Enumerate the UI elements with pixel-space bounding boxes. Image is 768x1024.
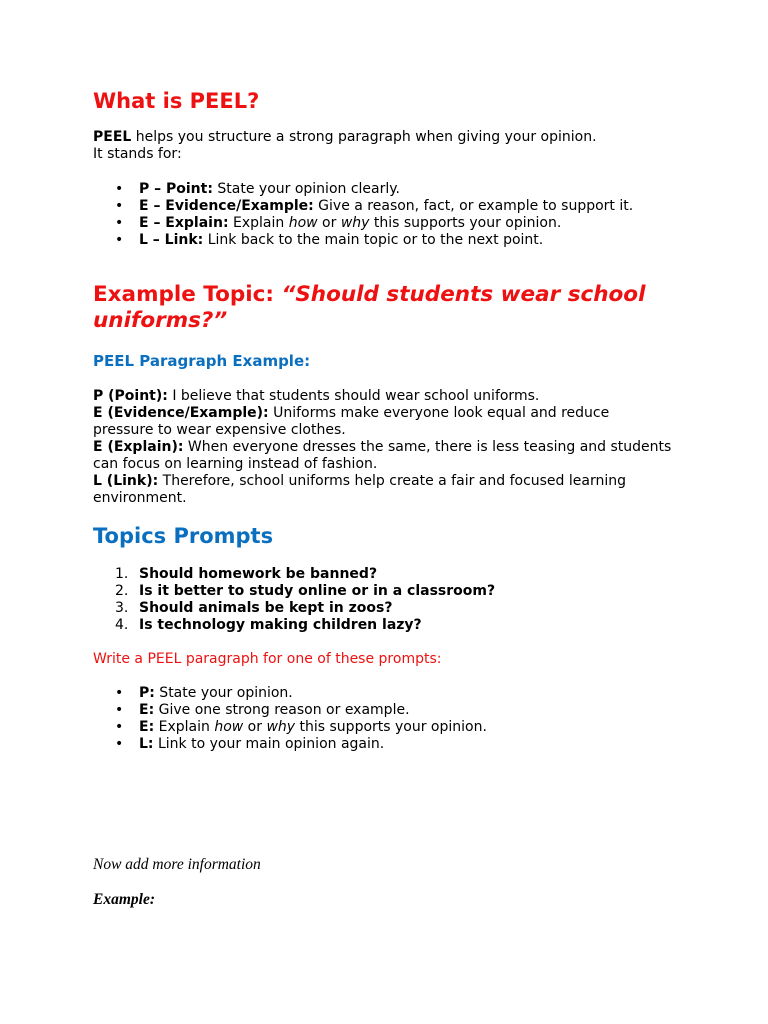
example-text: I believe that students should wear school uniforms. bbox=[167, 388, 540, 404]
item-label: P – Point: bbox=[139, 181, 213, 197]
list-item bbox=[93, 181, 679, 198]
topics-list bbox=[93, 566, 495, 634]
bullet-icon: • bbox=[115, 719, 124, 735]
list-item bbox=[93, 215, 679, 232]
example-label: P (Point): bbox=[93, 388, 168, 404]
item-label: L – Link: bbox=[139, 232, 204, 248]
intro-text: helps you structure a strong paragraph when giving your opinion. bbox=[131, 129, 597, 145]
item-text: or bbox=[317, 215, 341, 231]
peel-example-heading: PEEL Paragraph Example: bbox=[93, 352, 311, 370]
list-item bbox=[93, 685, 679, 702]
list-item bbox=[93, 719, 679, 736]
list-item bbox=[93, 600, 495, 617]
example-label: L (Link): bbox=[93, 473, 159, 489]
example-label-italic: Example: bbox=[93, 891, 155, 908]
bullet-icon: • bbox=[115, 198, 124, 214]
step-label: E: bbox=[139, 719, 155, 735]
bullet-icon: • bbox=[115, 736, 124, 752]
write-prompt: Write a PEEL paragraph for one of these prompts: bbox=[93, 651, 442, 667]
item-text: Give a reason, fact, or example to support it. bbox=[313, 198, 634, 214]
item-label: E – Explain: bbox=[139, 215, 229, 231]
peel-definition-list bbox=[93, 181, 679, 249]
intro-paragraph bbox=[93, 129, 693, 163]
step-label: E: bbox=[139, 702, 155, 718]
example-topic-heading bbox=[93, 282, 653, 334]
step-text: Link to your main opinion again. bbox=[153, 736, 385, 752]
step-text: or bbox=[243, 719, 267, 735]
bullet-icon: • bbox=[115, 215, 124, 231]
intro-bold: PEEL bbox=[93, 129, 132, 145]
step-text: Explain bbox=[154, 719, 215, 735]
list-item bbox=[93, 583, 495, 600]
example-text: Therefore, school uniforms help create a fair and focused learning environment. bbox=[93, 473, 626, 506]
topic-text: Is it better to study online or in a classroom? bbox=[139, 583, 496, 599]
item-number: 2. bbox=[115, 583, 129, 599]
bullet-icon: • bbox=[115, 232, 124, 248]
step-text: Give one strong reason or example. bbox=[154, 702, 410, 718]
item-emphasis: how bbox=[288, 215, 318, 231]
item-text: Link back to the main topic or to the next point. bbox=[203, 232, 544, 248]
steps-list bbox=[93, 685, 679, 753]
step-emphasis: why bbox=[266, 719, 296, 735]
page-title: What is PEEL? bbox=[93, 89, 260, 113]
add-more-text bbox=[93, 856, 261, 874]
item-emphasis: why bbox=[340, 215, 370, 231]
list-item bbox=[93, 736, 679, 753]
bullet-icon: • bbox=[115, 685, 124, 701]
item-number: 1. bbox=[115, 566, 129, 582]
example-label-text bbox=[93, 891, 155, 909]
topics-heading: Topics Prompts bbox=[93, 524, 274, 548]
example-label: E (Explain): bbox=[93, 439, 184, 455]
example-label: E (Evidence/Example): bbox=[93, 405, 269, 421]
step-text: this supports your opinion. bbox=[295, 719, 487, 735]
example-text: Uniforms make everyone look equal and reduce pressure to wear expensive clothes. bbox=[93, 405, 610, 438]
topic-text: Should animals be kept in zoos? bbox=[139, 600, 393, 616]
example-topic-question: “Should students wear school uniforms?” bbox=[93, 282, 646, 333]
add-more-italic: Now add more information bbox=[93, 856, 261, 873]
topic-text: Is technology making children lazy? bbox=[139, 617, 422, 633]
example-topic-label: Example Topic: bbox=[93, 282, 282, 307]
bullet-icon: • bbox=[115, 702, 124, 718]
list-item bbox=[93, 232, 679, 249]
list-item bbox=[93, 702, 679, 719]
topic-text: Should homework be banned? bbox=[139, 566, 378, 582]
intro-line2: It stands for: bbox=[93, 146, 182, 162]
list-item bbox=[93, 566, 495, 583]
step-label: L: bbox=[139, 736, 154, 752]
list-item bbox=[93, 617, 495, 634]
step-emphasis: how bbox=[214, 719, 244, 735]
example-text: When everyone dresses the same, there is less teasing and students can focus on learning instead of fashion. bbox=[93, 439, 672, 472]
item-text: State your opinion clearly. bbox=[212, 181, 400, 197]
bullet-icon: • bbox=[115, 181, 124, 197]
list-item bbox=[93, 198, 679, 215]
item-number: 4. bbox=[115, 617, 129, 633]
step-text: State your opinion. bbox=[154, 685, 293, 701]
item-label: E – Evidence/Example: bbox=[139, 198, 314, 214]
item-number: 3. bbox=[115, 600, 129, 616]
step-label: P: bbox=[139, 685, 155, 701]
item-text: this supports your opinion. bbox=[369, 215, 562, 231]
item-text: Explain bbox=[228, 215, 289, 231]
peel-example-paragraph bbox=[93, 388, 673, 507]
